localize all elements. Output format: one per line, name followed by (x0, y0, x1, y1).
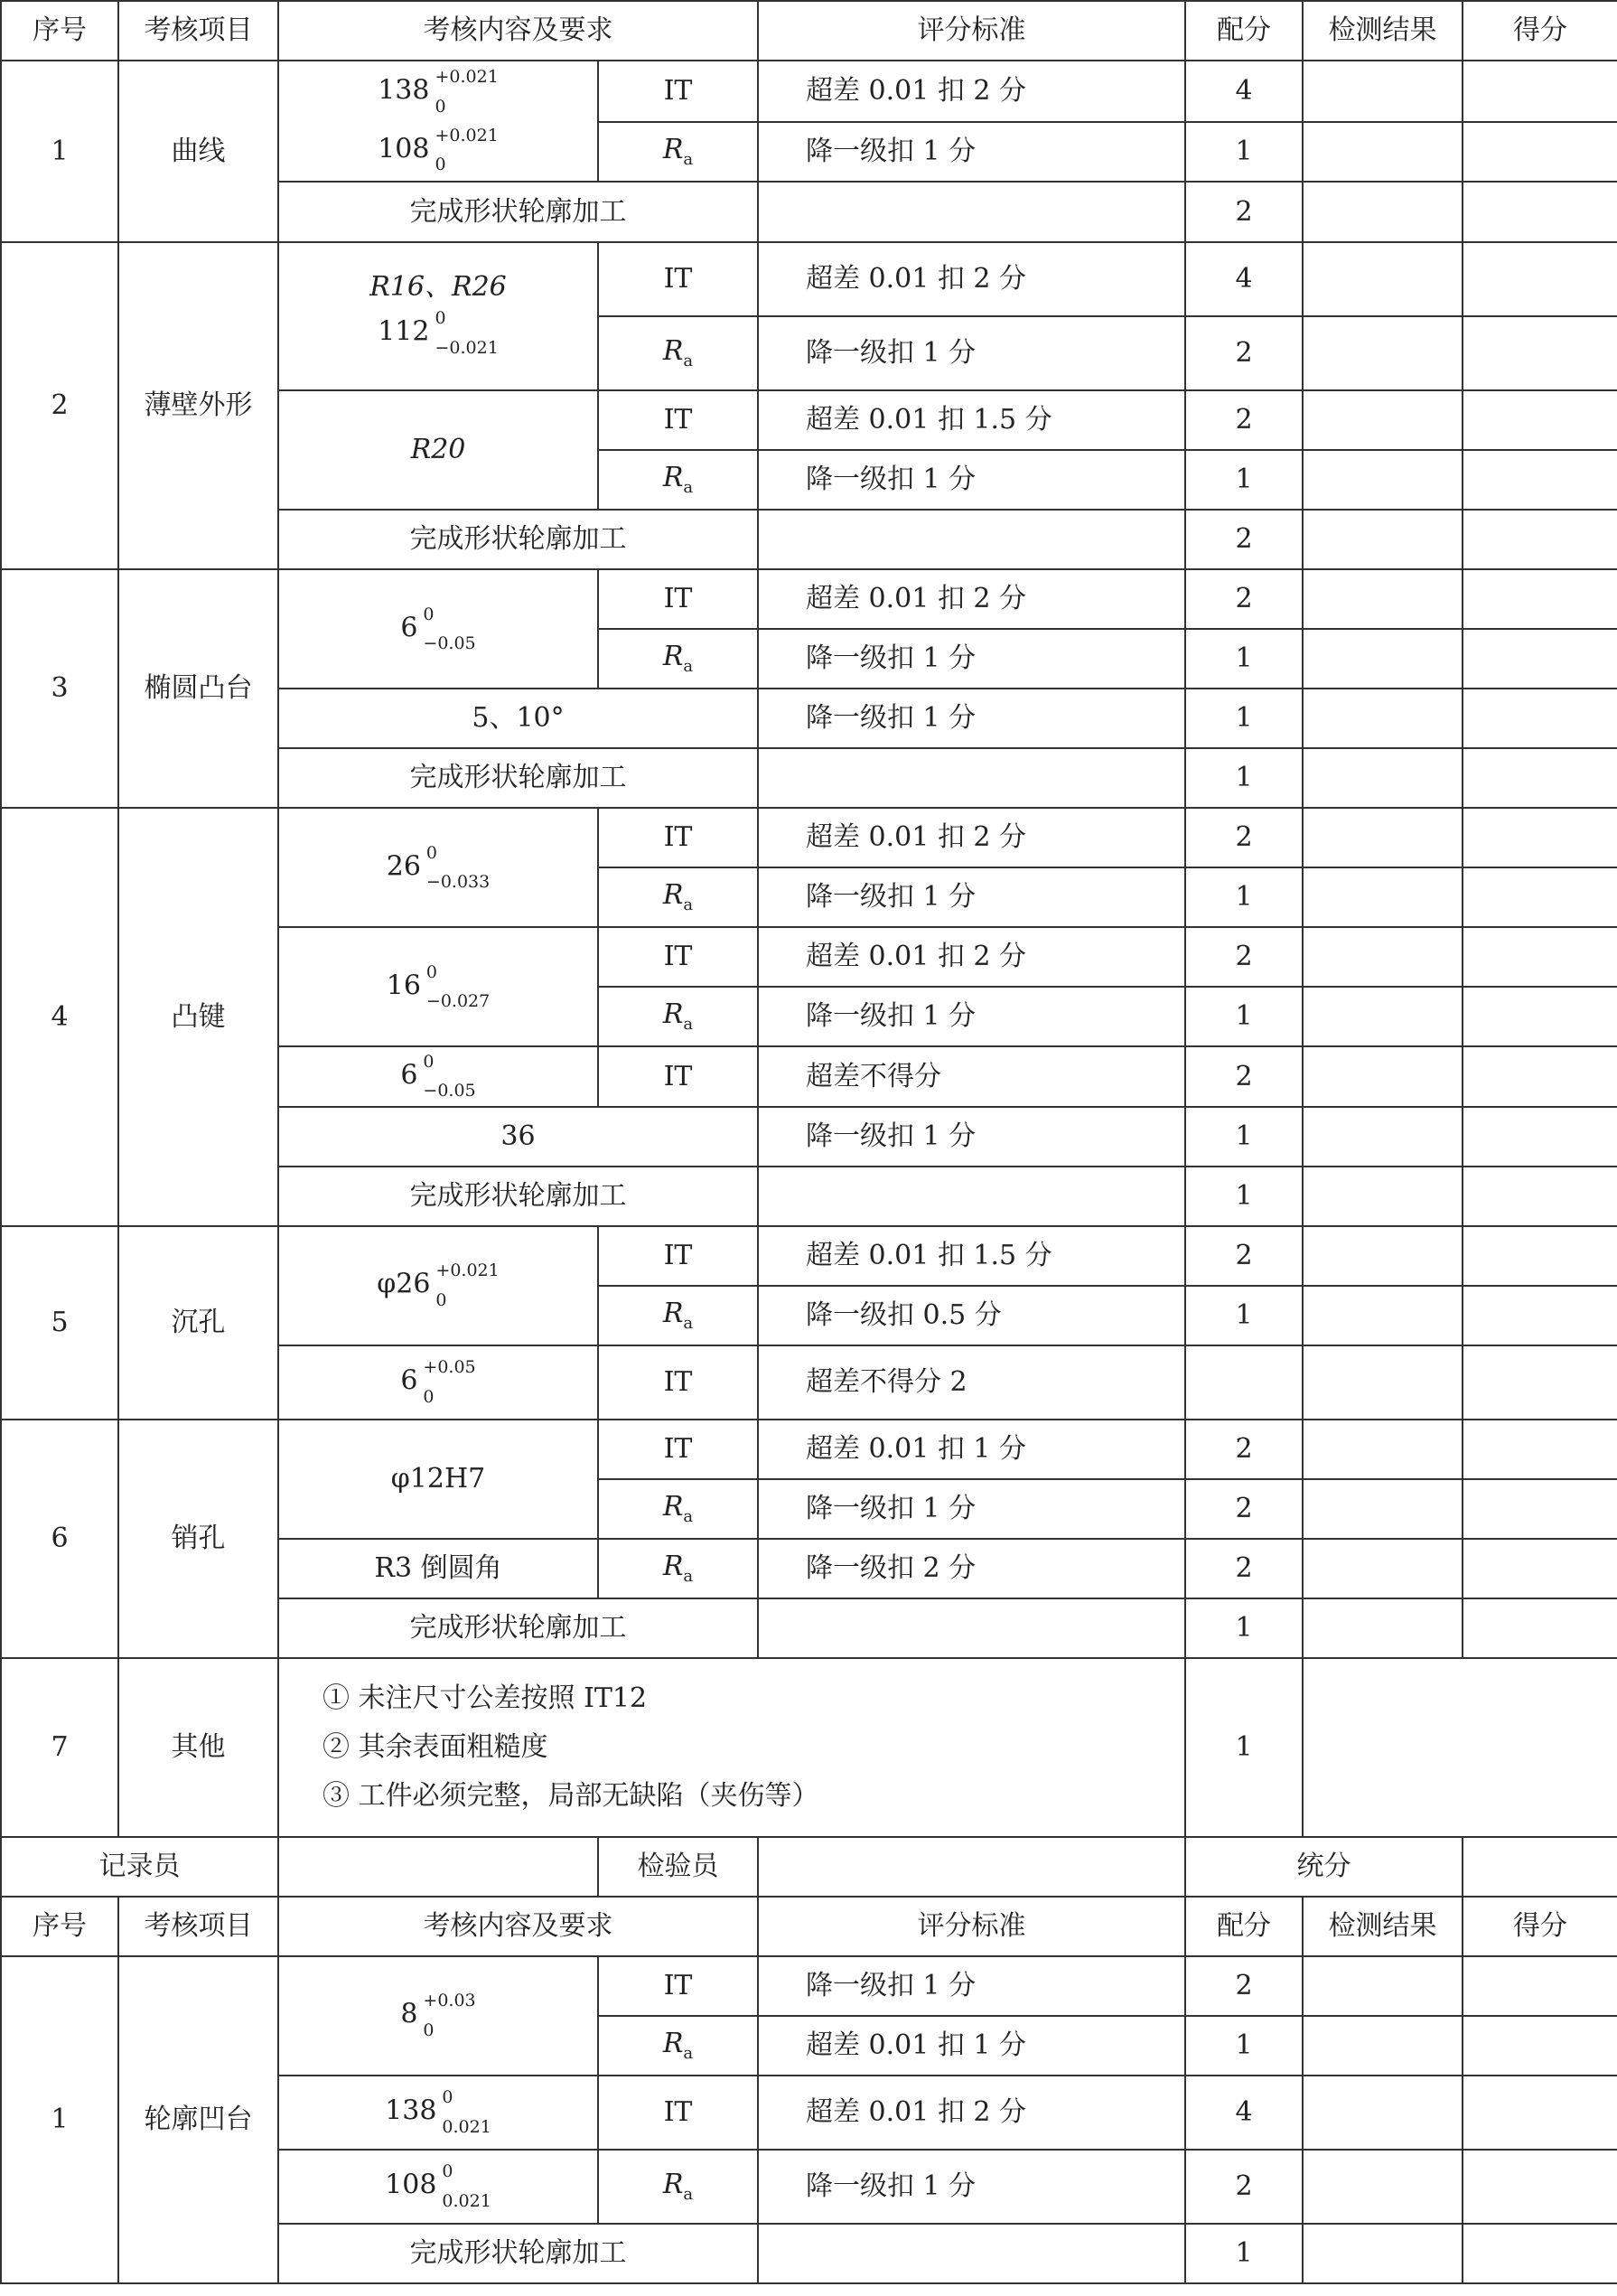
header-score: 得分 (1463, 1897, 1617, 1956)
section-no: 5 (1, 1226, 118, 1420)
section-no: 4 (1, 808, 118, 1226)
points: 1 (1185, 987, 1303, 1046)
dim-base: 16 (386, 970, 421, 1001)
dim-upper: +0.021 (435, 1260, 500, 1281)
criteria: 降一级扣 1 分 (758, 629, 1185, 689)
dim-upper: 0 (435, 308, 446, 329)
points: 2 (1185, 1046, 1303, 1107)
points: 2 (1185, 1479, 1303, 1539)
content: 完成形状轮廓加工 (278, 748, 758, 808)
points: 1 (1185, 2224, 1303, 2283)
dimension (285, 121, 592, 180)
header-no: 序号 (1, 1, 118, 61)
result-cell (1303, 450, 1463, 510)
header-criteria: 评分标准 (758, 1897, 1185, 1956)
score-cell (1463, 2224, 1617, 2283)
section-name: 销孔 (118, 1420, 278, 1658)
ra-label: $R_a$ (598, 122, 758, 182)
section-name: 其他 (118, 1658, 278, 1837)
ra-label: $R_a$ (598, 450, 758, 510)
dim-base: 6 (400, 1364, 418, 1397)
result-cell (1303, 1345, 1463, 1420)
result-cell (1303, 808, 1463, 867)
score-cell (1463, 1956, 1617, 2016)
points: 2 (1185, 1226, 1303, 1286)
score-cell (1463, 242, 1617, 316)
score-cell (1463, 987, 1617, 1046)
score-cell (1463, 1226, 1617, 1286)
criteria: 超差 0.01 扣 2 分 (758, 242, 1185, 316)
points: 2 (1185, 2150, 1303, 2224)
dim-lower: 0.021 (442, 2190, 491, 2211)
dimension-cell (278, 2076, 598, 2150)
dimension (285, 304, 592, 362)
result-cell (1303, 1046, 1463, 1107)
section-no: 1 (1, 1956, 118, 2283)
result-cell (1303, 689, 1463, 748)
dimension (285, 62, 592, 121)
points: 1 (1185, 450, 1303, 510)
it-label: IT (598, 1226, 758, 1286)
score-cell (1463, 182, 1617, 242)
result-cell (1303, 242, 1463, 316)
score-cell (1463, 1420, 1617, 1479)
dim-lower: −0.05 (423, 633, 476, 653)
ra-label: $R_a$ (598, 2016, 758, 2076)
it-label: IT (598, 61, 758, 122)
points: 2 (1185, 316, 1303, 390)
dim-base: 6 (400, 1059, 418, 1092)
table-row (1, 1226, 1617, 1286)
score-cell (1463, 450, 1617, 510)
section-no: 7 (1, 1658, 118, 1837)
content: 36 (278, 1107, 758, 1167)
points: 4 (1185, 242, 1303, 316)
points: 2 (1185, 569, 1303, 629)
ra-label: $R_a$ (598, 316, 758, 390)
result-cell (1303, 927, 1463, 987)
it-label: IT (598, 569, 758, 629)
points: 1 (1185, 1598, 1303, 1658)
criteria: 降一级扣 1 分 (758, 1107, 1185, 1167)
header-row (1, 1, 1617, 61)
content: 完成形状轮廓加工 (278, 182, 758, 242)
ra-label: $R_a$ (598, 2150, 758, 2224)
score-cell (1463, 1107, 1617, 1167)
ra-label: $R_a$ (598, 987, 758, 1046)
header-criteria: 评分标准 (758, 1, 1185, 61)
criteria (758, 510, 1185, 569)
ra-label: $R_a$ (598, 1479, 758, 1539)
content: 完成形状轮廓加工 (278, 510, 758, 569)
stats-value (1463, 1837, 1617, 1897)
criteria: 降一级扣 1 分 (758, 316, 1185, 390)
points: 2 (1185, 927, 1303, 987)
result-cell (1303, 1658, 1617, 1837)
section-name: 沉孔 (118, 1226, 278, 1420)
criteria (758, 2224, 1185, 2283)
header-content: 考核内容及要求 (278, 1, 758, 61)
dim-lower: −0.05 (423, 1081, 476, 1101)
dim-lower: 0 (435, 1289, 447, 1310)
result-cell (1303, 2076, 1463, 2150)
content: 完成形状轮廓加工 (278, 1598, 758, 1658)
result-cell (1303, 1226, 1463, 1286)
score-cell (1463, 316, 1617, 390)
result-cell (1303, 1420, 1463, 1479)
score-cell (1463, 1345, 1617, 1420)
section-name: 凸键 (118, 808, 278, 1226)
it-label: IT (598, 927, 758, 987)
content: φ12H7 (278, 1420, 598, 1539)
points: 4 (1185, 2076, 1303, 2150)
dim-base: 138 (385, 2095, 437, 2127)
dim-lower: −0.033 (425, 872, 491, 892)
points: 1 (1185, 748, 1303, 808)
dim-upper: 0 (442, 2087, 453, 2108)
criteria: 超差 0.01 扣 2 分 (758, 569, 1185, 629)
section-no: 6 (1, 1420, 118, 1658)
result-cell (1303, 1539, 1463, 1598)
result-cell (1303, 748, 1463, 808)
dim-lower: 0 (423, 1386, 435, 1407)
ra-label: $R_a$ (598, 1539, 758, 1598)
dimension-text: R16、R26 (369, 270, 507, 303)
content: R20 (278, 390, 598, 510)
score-cell (1463, 1167, 1617, 1226)
footer-row (1, 1837, 1617, 1897)
dimension-cell (278, 2150, 598, 2224)
dimension-cell (278, 808, 598, 927)
score-cell (1463, 927, 1617, 987)
header-item: 考核项目 (118, 1897, 278, 1956)
points: 1 (1185, 1658, 1303, 1837)
dim-lower: 0 (435, 96, 446, 117)
points: 1 (1185, 629, 1303, 689)
points: 1 (1185, 1286, 1303, 1345)
points: 2 (1185, 1420, 1303, 1479)
criteria: 超差 0.01 扣 2 分 (758, 927, 1185, 987)
result-cell (1303, 122, 1463, 182)
criteria: 超差 0.01 扣 2 分 (758, 61, 1185, 122)
dim-upper: 0 (425, 842, 438, 863)
dim-base: 8 (400, 1998, 418, 2030)
section-name: 薄壁外形 (118, 242, 278, 569)
criteria: 降一级扣 1 分 (758, 2150, 1185, 2224)
dim-upper: +0.021 (435, 67, 499, 88)
dimension-cell (278, 1956, 598, 2076)
content: 5、10° (278, 689, 758, 748)
dim-lower: 0 (435, 155, 446, 175)
dim-base: 108 (385, 2169, 437, 2201)
dim-base: φ26 (377, 1268, 431, 1300)
result-cell (1303, 182, 1463, 242)
content: 完成形状轮廓加工 (278, 2224, 758, 2283)
table-row (1, 808, 1617, 867)
score-cell (1463, 689, 1617, 748)
result-cell (1303, 2150, 1463, 2224)
header-content: 考核内容及要求 (278, 1897, 758, 1956)
ra-label: $R_a$ (598, 629, 758, 689)
criteria: 超差 0.01 扣 2 分 (758, 808, 1185, 867)
ra-label: $R_a$ (598, 867, 758, 927)
dimension-cell (278, 569, 598, 689)
table-row (1, 1420, 1617, 1479)
it-label: IT (598, 242, 758, 316)
header-score: 得分 (1463, 1, 1617, 61)
points: 2 (1185, 510, 1303, 569)
result-cell (1303, 61, 1463, 122)
points: 2 (1185, 390, 1303, 450)
table-row (1, 1956, 1617, 2016)
score-cell (1463, 510, 1617, 569)
score-cell (1463, 1286, 1617, 1345)
inspector-value (758, 1837, 1185, 1897)
dim-base: 6 (400, 612, 418, 643)
it-label: IT (598, 390, 758, 450)
header-result: 检测结果 (1303, 1, 1463, 61)
points: 1 (1185, 1107, 1303, 1167)
result-cell (1303, 569, 1463, 629)
it-label: IT (598, 1046, 758, 1107)
criteria: 超差 0.01 扣 1 分 (758, 1420, 1185, 1479)
dim-upper: 0 (423, 604, 435, 624)
section-no: 1 (1, 61, 118, 242)
criteria: 降一级扣 1 分 (758, 689, 1185, 748)
recorder-value (278, 1837, 598, 1897)
dim-upper: 0 (423, 1052, 435, 1072)
criteria: 超差不得分 2 (758, 1345, 1185, 1420)
points: 2 (1185, 1539, 1303, 1598)
points: 1 (1185, 2016, 1303, 2076)
table-row (1, 61, 1617, 122)
content: R3 倒圆角 (278, 1539, 598, 1598)
criteria: 超差不得分 (758, 1046, 1185, 1107)
dim-base: 26 (386, 850, 421, 882)
it-label: IT (598, 1345, 758, 1420)
points: 1 (1185, 1167, 1303, 1226)
result-cell (1303, 1598, 1463, 1658)
criteria: 超差 0.01 扣 1 分 (758, 2016, 1185, 2076)
dimension-cell (278, 1226, 598, 1345)
criteria: 降一级扣 1 分 (758, 867, 1185, 927)
dim-upper: 0 (425, 961, 438, 982)
criteria (758, 748, 1185, 808)
section-name: 轮廓凹台 (118, 1956, 278, 2283)
result-cell (1303, 1479, 1463, 1539)
points: 2 (1185, 808, 1303, 867)
score-cell (1463, 629, 1617, 689)
criteria: 降一级扣 1 分 (758, 987, 1185, 1046)
ra-label: $R_a$ (598, 1286, 758, 1345)
inspector-label: 检验员 (598, 1837, 758, 1897)
header-item: 考核项目 (118, 1, 278, 61)
result-cell (1303, 510, 1463, 569)
table-row (1, 242, 1617, 316)
dim-base: 112 (378, 315, 430, 348)
note: ③ 工件必须完整，局部无缺陷（夹伤等） (322, 1779, 819, 1812)
it-label: IT (598, 2076, 758, 2150)
notes-cell (278, 1658, 1185, 1837)
result-cell (1303, 1167, 1463, 1226)
points: 1 (1185, 867, 1303, 927)
it-label: IT (598, 808, 758, 867)
dim-base: 138 (378, 74, 430, 107)
header-no: 序号 (1, 1897, 118, 1956)
score-cell (1463, 1598, 1617, 1658)
criteria: 降一级扣 0.5 分 (758, 1286, 1185, 1345)
criteria (758, 1598, 1185, 1658)
result-cell (1303, 316, 1463, 390)
dimension-cell (278, 61, 598, 182)
criteria: 超差 0.01 扣 2 分 (758, 2076, 1185, 2150)
table-row (1, 569, 1617, 629)
dim-base: 108 (378, 133, 430, 165)
criteria: 降一级扣 1 分 (758, 1479, 1185, 1539)
dim-upper: 0 (442, 2161, 453, 2182)
criteria: 降一级扣 1 分 (758, 122, 1185, 182)
score-cell (1463, 61, 1617, 122)
score-cell (1463, 2016, 1617, 2076)
score-cell (1463, 122, 1617, 182)
it-label: IT (598, 1420, 758, 1479)
dim-upper: +0.03 (423, 1991, 476, 2011)
dim-lower: 0 (423, 2020, 435, 2040)
result-cell (1303, 390, 1463, 450)
dimension-cell (278, 1046, 598, 1107)
header-points: 配分 (1185, 1897, 1303, 1956)
note: ① 未注尺寸公差按照 IT12 (322, 1682, 648, 1714)
content: 完成形状轮廓加工 (278, 1167, 758, 1226)
score-cell (1463, 1046, 1617, 1107)
result-cell (1303, 867, 1463, 927)
score-cell (1463, 390, 1617, 450)
criteria (758, 1167, 1185, 1226)
criteria: 降一级扣 2 分 (758, 1539, 1185, 1598)
score-cell (1463, 748, 1617, 808)
result-cell (1303, 2224, 1463, 2283)
section-name: 曲线 (118, 61, 278, 242)
result-cell (1303, 629, 1463, 689)
score-cell (1463, 1539, 1617, 1598)
header-row (1, 1897, 1617, 1956)
header-result: 检测结果 (1303, 1897, 1463, 1956)
recorder-label: 记录员 (1, 1837, 278, 1897)
note: ② 其余表面粗糙度 (322, 1730, 548, 1763)
points (1185, 1345, 1303, 1420)
points: 4 (1185, 61, 1303, 122)
dim-lower: −0.027 (425, 991, 491, 1011)
section-no: 2 (1, 242, 118, 569)
dim-lower: 0.021 (442, 2116, 491, 2137)
result-cell (1303, 987, 1463, 1046)
points: 1 (1185, 689, 1303, 748)
it-label: IT (598, 1956, 758, 2016)
section-no: 3 (1, 569, 118, 808)
criteria: 超差 0.01 扣 1.5 分 (758, 1226, 1185, 1286)
points: 2 (1185, 182, 1303, 242)
points: 1 (1185, 122, 1303, 182)
score-cell (1463, 1479, 1617, 1539)
score-cell (1463, 2076, 1617, 2150)
dimension-cell (278, 927, 598, 1046)
criteria: 降一级扣 1 分 (758, 1956, 1185, 2016)
result-cell (1303, 1956, 1463, 2016)
criteria: 超差 0.01 扣 1.5 分 (758, 390, 1185, 450)
dimension-cell (278, 242, 598, 390)
points: 2 (1185, 1956, 1303, 2016)
result-cell (1303, 2016, 1463, 2076)
score-cell (1463, 867, 1617, 927)
table-row (1, 1658, 1617, 1837)
stats-label: 统分 (1185, 1837, 1463, 1897)
score-cell (1463, 569, 1617, 629)
dimension-cell (278, 1345, 598, 1420)
criteria (758, 182, 1185, 242)
dim-lower: −0.021 (435, 337, 499, 358)
result-cell (1303, 1107, 1463, 1167)
section-name: 椭圆凸台 (118, 569, 278, 808)
score-cell (1463, 2150, 1617, 2224)
header-points: 配分 (1185, 1, 1303, 61)
result-cell (1303, 1286, 1463, 1345)
criteria: 降一级扣 1 分 (758, 450, 1185, 510)
score-cell (1463, 808, 1617, 867)
dim-upper: +0.05 (423, 1357, 476, 1378)
dim-upper: +0.021 (435, 126, 499, 145)
